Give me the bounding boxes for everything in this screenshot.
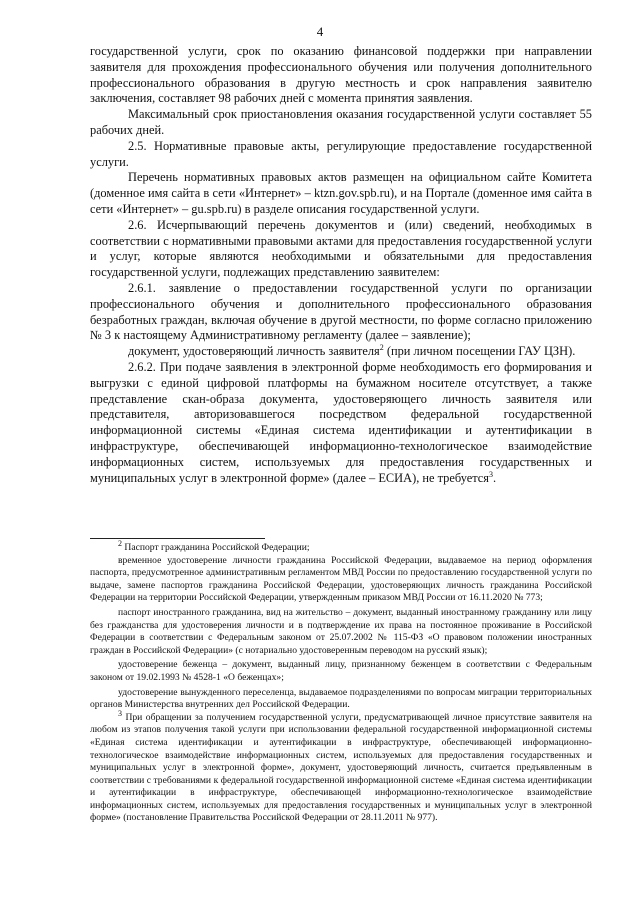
footnote-3-mark: 3	[118, 708, 122, 718]
paragraph-suspension-term: Максимальный срок приостановления оказания государственной услуги составляет 55 рабочих дней.	[90, 107, 592, 137]
page-number: 4	[316, 24, 324, 39]
identity-document-tail: (при личном посещении ГАУ ЦЗН).	[383, 344, 576, 359]
footnote-ref-3: 3	[489, 469, 494, 479]
section-2-6-2-tail: .	[493, 470, 497, 485]
footnote-2-item: удостоверение беженца – документ, выданный лицу, признанному беженцем в соответствии с Федеральным законом от 19.02.1993 № 4528-1 «О беженцах»;	[90, 659, 592, 683]
paragraph-section-2-5: 2.5. Нормативные правовые акты, регулирующие предоставление государственной услуги.	[90, 138, 592, 169]
footnote-separator	[90, 538, 265, 539]
footnote-2-title-text: Паспорт гражданина Российской Федерации;	[122, 542, 310, 553]
footnote-3	[90, 708, 592, 825]
paragraph-identity-document	[90, 344, 592, 360]
identity-document-text: документ, удостоверяющий личность заявителя	[128, 344, 380, 359]
footnote-2-item: удостоверение вынужденного переселенца, выдаваемое подразделениями по вопросам миграции территориальных органов Министерства внутренних дел Российской Федерации.	[90, 686, 592, 711]
document-body	[90, 44, 592, 486]
footnote-2-item: паспорт иностранного гражданина, вид на жительство – документ, выданный иностранному гражданину или лицу без гражданства для удостоверения личности и в подтверждение их права на постоянное проживание в Российской Федерации в соответствии с Федеральным законом от 25.07.2002 № 115-ФЗ «О правовом положении иностранных граждан в Российской Федерации» (с нотариально удостоверенным переводом на русский язык);	[90, 606, 592, 656]
paragraph-legal-acts-list: Перечень нормативных правовых актов размещен на официальном сайте Комитета (доменное имя сайта в сети «Интернет» – ktzn.gov.spb.ru), и на Портале (доменное имя сайта в сети «Интернет» – gu.spb.ru) в разделе описания государственной услуги.	[90, 170, 592, 216]
section-2-6-2-text: 2.6.2. При подаче заявления в электронной форме необходимость его формирования и выгрузки с единой цифровой платформы на бумажном носителе отсутствует, а также представление скан-образа документа, удостоверяющего личность заявителя или представителя, авторизовавшегося посредством федеральной государственной информационной системы «Единая система идентификации и аутентификации в инфраструктуре, обеспечивающей информационно-технологическое взаимодействие информационных систем, используемых для предоставления государственных и муниципальных услуг в электронной форме» (далее – ЕСИА), не требуется	[90, 359, 592, 485]
paragraph-section-2-6: 2.6. Исчерпывающий перечень документов и (или) сведений, необходимых в соответствии с нормативными правовыми актами для предоставления государственной услуги и услуг, которые являются необходимыми и обязательными для предоставления государственной услуги, подлежащих представлению заявителем:	[90, 217, 592, 280]
footnote-2-mark: 2	[118, 538, 122, 548]
paragraph-service-deadline: государственной услуги, срок по оказанию финансовой поддержки при направлении заявителя для прохождения профессионального обучения или получения дополнительного профессионального образования в другую местность и срок направления заявителю заключения, составляет 98 рабочих дней с момента принятия заявления.	[90, 44, 592, 106]
footnote-ref-2: 2	[379, 343, 384, 353]
paragraph-section-2-6-2	[90, 360, 592, 486]
footnotes	[90, 538, 592, 825]
footnote-2-item: временное удостоверение личности гражданина Российской Федерации, выдаваемое на период оформления паспорта, предусмотренное административным регламентом МВД России по предоставлению государственной услуги по выдаче, замене паспортов гражданина Российской Федерации, удостоверяющих личность гражданина Российской Федерации на территории Российской Федерации, утвержденным приказом МВД России от 16.11.2020 № 773;	[90, 554, 592, 604]
footnote-2-title	[90, 538, 592, 555]
footnote-3-text: При обращении за получением государственной услуги, предусматривающей личное присутствие заявителя на любом из этапов получения такой услуги при использовании федеральной государственной информационной системы «Единая система идентификации и аутентификации в инфраструктуре, обеспечивающей информационно-технологическое взаимодействие информационных систем, используемых для предоставления государственных и муниципальных услуг в электронной форме», документ, удостоверяющий личность, считается предъявленным в соответствии с требованиями к федеральной государственной информационной системе «Единая система идентификации и аутентификации в инфраструктуре, обеспечивающей информационно-технологическое взаимодействие информационных систем, используемых для предоставления государственных и муниципальных услуг в электронной форме» (постановление Правительства Российской Федерации от 28.11.2011 № 977).	[90, 711, 592, 824]
paragraph-section-2-6-1: 2.6.1. заявление о предоставлении государственной услуги по организации профессионального обучения и дополнительного профессионального образования безработных граждан, включая обучение в другой местности, по форме согласно приложению № 3 к настоящему Административному регламенту (далее – заявление);	[90, 280, 592, 343]
